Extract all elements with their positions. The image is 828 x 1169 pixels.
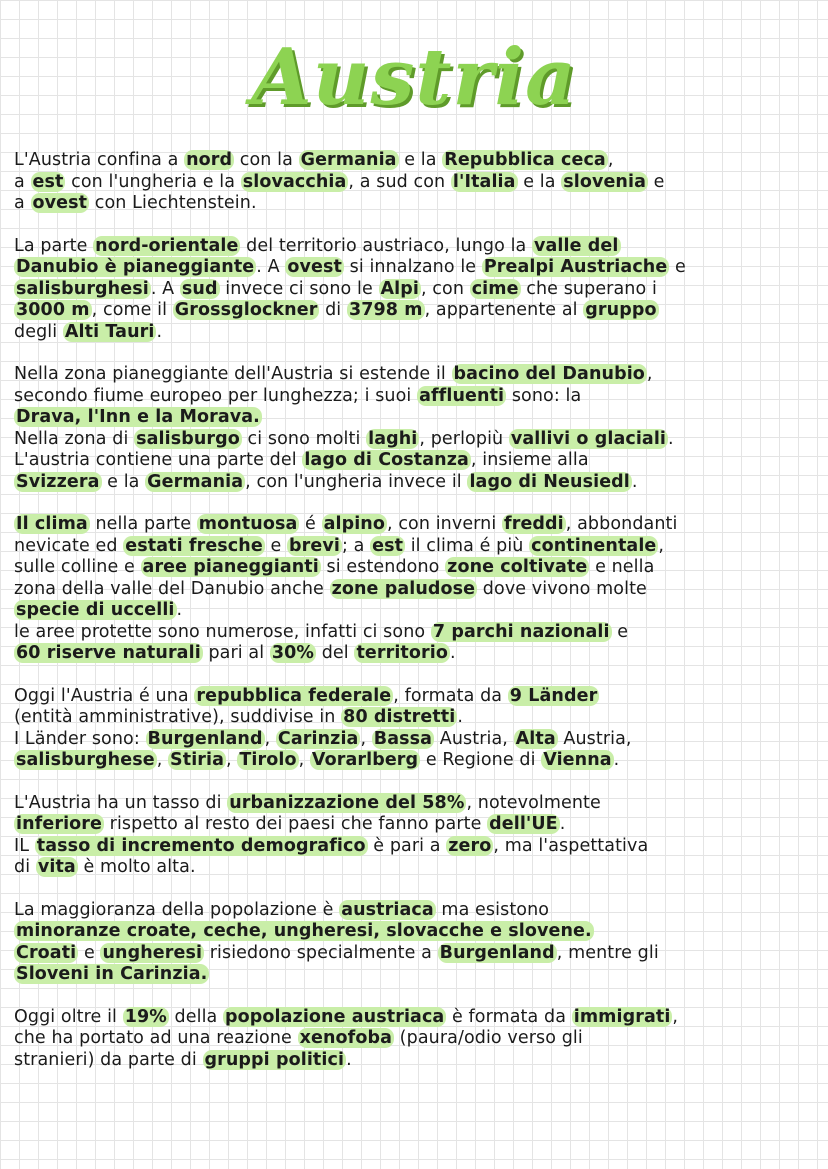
- text-segment: le aree protette sono numerose, infatti ci sono: [14, 621, 431, 642]
- highlighted-term: aree pianeggianti: [142, 557, 319, 577]
- text-segment: sulle colline e: [14, 557, 141, 577]
- text-segment: ; a: [341, 535, 371, 556]
- highlighted-term: est: [372, 535, 404, 556]
- text-segment: e la: [517, 171, 562, 192]
- text-line: [14, 857, 814, 879]
- text-line: [14, 472, 814, 494]
- highlighted-term: urbanizzazione del 58%: [229, 792, 465, 813]
- text-segment: che ha portato ad una reazione: [14, 1028, 298, 1048]
- text-segment: ,: [607, 150, 614, 170]
- highlighted-term: sud: [181, 278, 218, 299]
- text-segment: Austria,: [434, 728, 514, 749]
- highlighted-term: tasso di incremento demografico: [36, 835, 366, 856]
- text-segment: , abbondanti: [565, 514, 678, 534]
- highlighted-term: freddi: [504, 514, 564, 534]
- text-segment: rispetto al resto dei paesi che fanno parte: [104, 814, 488, 834]
- highlighted-term: slovacchia: [242, 171, 347, 192]
- text-segment: L'Austria ha un tasso di: [14, 792, 228, 813]
- highlighted-term: Germania: [300, 150, 397, 170]
- text-segment: La maggioranza della popolazione è: [14, 899, 340, 920]
- highlighted-term: territorio: [356, 643, 448, 663]
- highlighted-term: l'Italia: [452, 171, 516, 192]
- highlighted-term: Germania: [147, 471, 244, 492]
- text-segment: Oggi l'Austria é una: [14, 685, 195, 706]
- text-segment: con Liechtenstein.: [89, 193, 257, 213]
- highlighted-term: Alpi: [380, 278, 419, 299]
- text-segment: Oggi oltre il: [14, 1006, 123, 1027]
- text-segment: , appartenente al: [424, 300, 584, 320]
- text-segment: , mentre gli: [556, 942, 659, 963]
- text-segment: e: [669, 257, 686, 277]
- text-line: [14, 300, 814, 322]
- text-line: [14, 750, 814, 772]
- text-line: [14, 793, 814, 815]
- text-line: [14, 622, 814, 644]
- text-segment: e: [78, 942, 101, 963]
- text-segment: è pari a: [367, 835, 447, 856]
- highlighted-term: gruppi politici: [204, 1049, 345, 1070]
- text-segment: è formata da: [446, 1006, 572, 1027]
- text-line: [14, 686, 814, 708]
- text-segment: , insieme alla: [470, 450, 589, 470]
- paragraph: [14, 900, 814, 986]
- text-segment: a: [14, 193, 31, 213]
- text-line: [14, 643, 814, 665]
- text-segment: e Regione di: [420, 750, 542, 770]
- text-line: [14, 150, 814, 172]
- text-segment: , formata da: [393, 685, 508, 706]
- text-segment: del: [316, 643, 355, 663]
- highlighted-term: minoranze croate, ceche, ungheresi, slovacche e slovene.: [16, 921, 592, 941]
- highlighted-term: popolazione austriaca: [225, 1006, 445, 1027]
- highlighted-term: nord-orientale: [95, 235, 239, 256]
- highlighted-term: 30%: [271, 643, 315, 663]
- text-segment: il clima é più: [405, 535, 530, 556]
- text-segment: ,: [646, 364, 653, 384]
- highlighted-term: bacino del Danubio: [453, 364, 645, 384]
- text-segment: .: [457, 707, 464, 727]
- text-segment: e: [648, 171, 665, 192]
- highlighted-term: zone paludose: [331, 578, 476, 599]
- highlighted-term: Alti Tauri: [64, 321, 155, 342]
- text-segment: , come il: [91, 300, 173, 320]
- paragraph: [14, 514, 814, 665]
- paragraph: [14, 150, 814, 215]
- highlighted-term: repubblica federale: [196, 685, 392, 706]
- highlighted-term: estati fresche: [125, 535, 263, 556]
- text-segment: .: [559, 814, 566, 834]
- text-segment: della: [168, 1006, 224, 1027]
- highlighted-term: Stiria: [170, 750, 225, 770]
- highlighted-term: vita: [37, 857, 76, 877]
- text-segment: .: [449, 643, 456, 663]
- text-segment: dove vivono molte: [477, 578, 647, 599]
- text-segment: (entità amministrative), suddivise in: [14, 707, 342, 727]
- text-line: [14, 322, 814, 344]
- highlighted-term: 3000 m: [16, 300, 90, 320]
- highlighted-term: specie di uccelli: [16, 600, 175, 620]
- highlighted-term: Grossglockner: [174, 300, 318, 320]
- text-segment: Nella zona di: [14, 428, 135, 449]
- text-line: [14, 407, 814, 429]
- text-line: [14, 536, 814, 558]
- text-line: [14, 943, 814, 965]
- highlighted-term: Vienna: [543, 750, 612, 770]
- text-segment: . A: [150, 278, 180, 299]
- page-title: Austria: [251, 32, 577, 123]
- text-segment: e: [264, 535, 288, 556]
- text-segment: . A: [256, 257, 286, 277]
- highlighted-term: Sloveni in Carinzia.: [16, 964, 208, 984]
- text-line: [14, 279, 814, 301]
- text-segment: Austria,: [557, 728, 632, 749]
- text-segment: La parte: [14, 235, 94, 256]
- highlighted-term: Croati: [16, 942, 77, 963]
- text-segment: , perlopiù: [419, 428, 509, 449]
- paragraph: [14, 364, 814, 493]
- text-segment: ,: [226, 750, 238, 770]
- text-segment: invece ci sono le: [219, 278, 379, 299]
- highlighted-term: slovenia: [563, 171, 646, 192]
- text-line: [14, 257, 814, 279]
- text-line: [14, 600, 814, 622]
- text-segment: con l'ungheria e la: [65, 171, 241, 192]
- highlighted-term: Burgenland: [147, 728, 263, 749]
- text-segment: che superano i: [520, 278, 657, 299]
- notes-body: [14, 150, 814, 1071]
- highlighted-term: montuosa: [198, 514, 298, 534]
- highlighted-term: 3798 m: [348, 300, 423, 320]
- text-segment: ,: [672, 1006, 679, 1027]
- text-segment: pari al: [202, 643, 270, 663]
- text-segment: .: [176, 600, 183, 620]
- highlighted-term: Burgenland: [439, 942, 555, 963]
- text-segment: e: [611, 621, 629, 642]
- text-segment: zona della valle del Danubio anche: [14, 578, 330, 599]
- highlighted-term: lago di Costanza: [304, 450, 469, 470]
- text-line: [14, 386, 814, 408]
- highlighted-term: brevi: [289, 535, 340, 556]
- highlighted-term: 9 Länder: [509, 685, 598, 706]
- text-segment: IL: [14, 835, 35, 856]
- text-segment: è molto alta.: [77, 857, 196, 877]
- text-segment: ,: [264, 728, 276, 749]
- text-segment: sono: la: [506, 385, 582, 406]
- text-segment: ma esistono: [435, 899, 550, 920]
- text-segment: L'Austria confina a: [14, 150, 185, 170]
- text-segment: si innalzano le: [343, 257, 482, 277]
- highlighted-term: Vorarlberg: [311, 750, 419, 770]
- text-segment: degli: [14, 321, 63, 342]
- text-segment: si estendono: [320, 557, 446, 577]
- highlighted-term: zone coltivate: [447, 557, 588, 577]
- text-line: [14, 236, 814, 258]
- text-line: [14, 172, 814, 194]
- highlighted-term: Bassa: [373, 728, 433, 749]
- highlighted-term: Carinzia: [277, 728, 359, 749]
- text-line: [14, 429, 814, 451]
- paragraph: [14, 793, 814, 879]
- text-segment: e la: [101, 471, 146, 492]
- text-segment: ci sono molti: [241, 428, 367, 449]
- text-segment: nevicate ed: [14, 535, 124, 556]
- highlighted-term: 19%: [124, 1006, 167, 1027]
- text-segment: (paura/odio verso gli: [394, 1028, 583, 1048]
- text-segment: , con inverni: [387, 514, 502, 534]
- highlighted-term: cime: [471, 278, 519, 299]
- highlighted-term: valle del: [534, 235, 619, 256]
- highlighted-term: lago di Neusiedl: [469, 471, 630, 492]
- text-segment: risiedono specialmente a: [204, 942, 438, 963]
- text-segment: nella parte: [89, 514, 197, 534]
- highlighted-term: Repubblica ceca: [444, 150, 606, 170]
- text-segment: di: [14, 857, 36, 877]
- highlighted-term: laghi: [368, 428, 418, 449]
- highlighted-term: continentale: [531, 535, 657, 556]
- text-segment: ,: [156, 750, 169, 770]
- highlighted-term: gruppo: [585, 300, 657, 320]
- paragraph: [14, 686, 814, 772]
- highlighted-term: 7 parchi nazionali: [432, 621, 610, 642]
- highlighted-term: salisburgo: [136, 428, 240, 449]
- text-segment: , con: [420, 278, 470, 299]
- paragraph: [14, 1007, 814, 1072]
- text-segment: stranieri) da parte di: [14, 1049, 203, 1070]
- text-segment: .: [668, 428, 674, 449]
- text-segment: del territorio austriaco, lungo la: [240, 235, 533, 256]
- text-segment: secondo fiume europeo per lunghezza; i suoi: [14, 385, 418, 406]
- paragraph: [14, 236, 814, 344]
- highlighted-term: affluenti: [419, 385, 505, 406]
- highlighted-term: salisburghese: [16, 750, 155, 770]
- highlighted-term: Danubio è pianeggiante: [16, 257, 255, 277]
- text-segment: .: [346, 1049, 352, 1070]
- highlighted-term: Drava, l'Inn e la Morava.: [16, 407, 260, 427]
- highlighted-term: dell'UE: [489, 814, 558, 834]
- text-line: [14, 900, 814, 922]
- highlighted-term: nord: [186, 150, 233, 170]
- text-segment: Nella zona pianeggiante dell'Austria si estende il: [14, 364, 452, 384]
- text-segment: .: [613, 750, 620, 770]
- text-line: [14, 1050, 814, 1072]
- text-line: [14, 514, 814, 536]
- text-segment: ,: [360, 728, 372, 749]
- text-line: [14, 814, 814, 836]
- text-segment: I Länder sono:: [14, 728, 146, 749]
- text-segment: a: [14, 171, 31, 192]
- text-segment: e la: [398, 150, 443, 170]
- text-line: [14, 193, 814, 215]
- text-segment: .: [156, 321, 163, 342]
- highlighted-term: austriaca: [341, 899, 434, 920]
- highlighted-term: Tirolo: [239, 750, 297, 770]
- text-segment: con la: [234, 150, 299, 170]
- highlighted-term: 80 distretti: [343, 707, 456, 727]
- text-line: [14, 1007, 814, 1029]
- text-segment: , a sud con: [348, 171, 451, 192]
- text-line: [14, 964, 814, 986]
- highlighted-term: zero: [448, 835, 492, 856]
- highlighted-term: ovest: [287, 257, 342, 277]
- text-segment: L'austria contiene una parte del: [14, 450, 303, 470]
- highlighted-term: Svizzera: [16, 471, 100, 492]
- text-line: [14, 836, 814, 858]
- text-segment: é: [299, 514, 322, 534]
- text-segment: e nella: [589, 557, 655, 577]
- highlighted-term: xenofoba: [299, 1028, 393, 1048]
- highlighted-term: Prealpi Austriache: [483, 257, 668, 277]
- highlighted-term: salisburghesi: [16, 278, 149, 299]
- text-line: [14, 579, 814, 601]
- text-segment: , con l'ungheria invece il: [245, 471, 468, 492]
- highlighted-term: 60 riserve naturali: [16, 643, 201, 663]
- highlighted-term: alpino: [323, 514, 385, 534]
- text-line: [14, 1028, 814, 1050]
- highlighted-term: Il clima: [16, 514, 88, 534]
- highlighted-term: immigrati: [573, 1006, 671, 1027]
- highlighted-term: inferiore: [16, 814, 102, 834]
- text-segment: ,: [298, 750, 310, 770]
- text-segment: , ma l'aspettativa: [493, 835, 649, 856]
- text-line: [14, 450, 814, 472]
- text-line: [14, 729, 814, 751]
- text-segment: .: [631, 471, 638, 492]
- text-line: [14, 557, 814, 579]
- highlighted-term: est: [32, 171, 64, 192]
- highlighted-term: vallivi o glaciali: [510, 428, 667, 449]
- highlighted-term: ovest: [32, 193, 88, 213]
- text-segment: ,: [658, 535, 665, 556]
- text-line: [14, 707, 814, 729]
- text-segment: di: [319, 300, 347, 320]
- text-line: [14, 921, 814, 943]
- text-segment: , notevolmente: [466, 792, 601, 813]
- highlighted-term: ungheresi: [102, 942, 203, 963]
- highlighted-term: Alta: [515, 728, 556, 749]
- text-line: [14, 364, 814, 386]
